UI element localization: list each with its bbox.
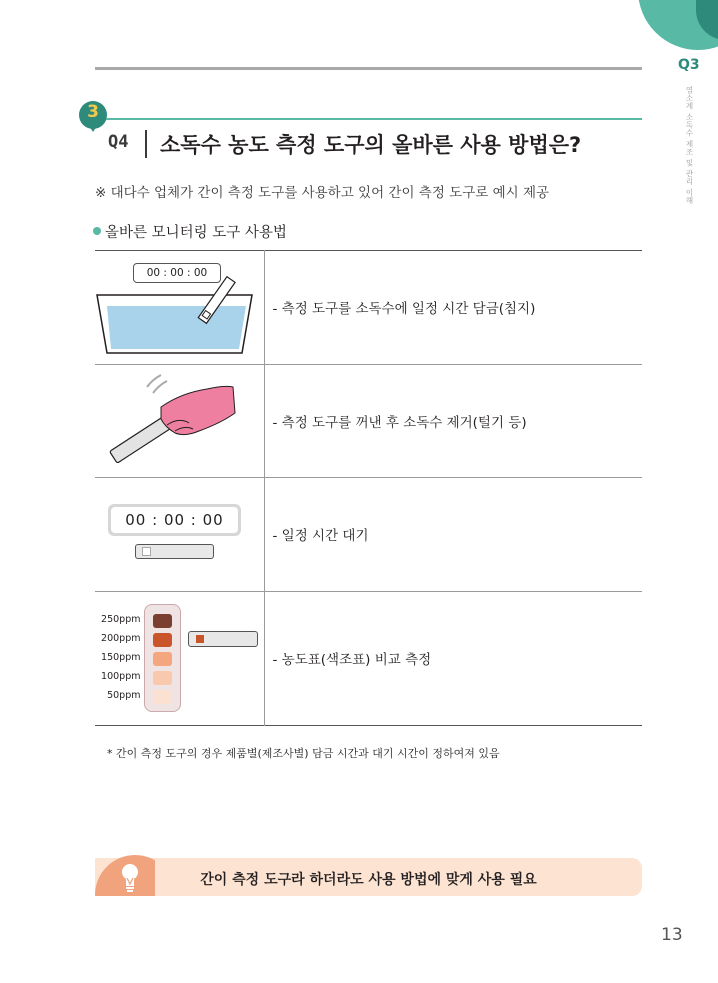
ppm-label: 100ppm	[101, 670, 141, 682]
chapter-label: Q3	[678, 57, 700, 73]
hand-shaking-strip-icon	[95, 365, 264, 478]
swatch-150ppm	[153, 652, 172, 666]
footnote: * 간이 측정 도구의 경우 제품별(제조사별) 담금 시간과 대기 시간이 정하여져 있음	[107, 747, 500, 760]
ppm-label: 250ppm	[101, 613, 141, 625]
swatch-100ppm	[153, 671, 172, 685]
timer-display: 00 : 00 : 00	[111, 507, 238, 533]
color-chart	[144, 604, 181, 712]
test-strip	[135, 544, 214, 559]
step-2-illustration	[95, 364, 264, 478]
note-text: ※ 대다수 업체가 간이 측정 도구를 사용하고 있어 간이 측정 도구로 예시 제공	[95, 185, 550, 201]
question-tag: Q4	[108, 132, 129, 152]
step-row	[95, 478, 642, 592]
step-4-illustration	[95, 591, 264, 725]
question-number-badge	[79, 101, 107, 135]
timer-panel	[108, 504, 241, 536]
title-separator	[145, 130, 147, 158]
step-row	[95, 251, 642, 365]
steps-table	[95, 250, 642, 726]
question-number: 3	[87, 102, 99, 122]
test-strip	[188, 631, 258, 647]
step-row	[95, 591, 642, 725]
swatch-250ppm	[153, 614, 172, 628]
step-1-text: - 측정 도구를 소독수에 일정 시간 담금(침지)	[264, 251, 642, 365]
step-1-illustration	[95, 251, 264, 365]
title-divider	[106, 118, 642, 120]
swatch-50ppm	[153, 690, 172, 704]
page-number: 13	[661, 925, 683, 945]
ppm-label: 200ppm	[101, 632, 141, 644]
page-title: 소독수 농도 측정 도구의 올바른 사용 방법은?	[160, 133, 582, 157]
step-2-text: - 측정 도구를 꺼낸 후 소독수 제거(털기 등)	[264, 364, 642, 478]
ppm-label: 150ppm	[101, 651, 141, 663]
top-divider	[95, 67, 642, 70]
swatch-200ppm	[153, 633, 172, 647]
dipping-container-icon	[95, 251, 264, 364]
step-3-illustration	[95, 478, 264, 592]
test-strip-pad	[196, 635, 204, 643]
step-4-text: - 농도표(색조표) 비교 측정	[272, 652, 432, 668]
tip-text: 간이 측정 도구라 하더라도 사용 방법에 맞게 사용 필요	[200, 872, 537, 888]
test-strip-pad	[142, 547, 151, 556]
side-chapter-title: 염소계 소독수 제조 및 관리 이해	[685, 86, 694, 205]
section-heading-text: 올바른 모니터링 도구 사용법	[105, 225, 287, 241]
section-heading	[93, 221, 287, 242]
step-row	[95, 364, 642, 478]
bullet-dot-icon	[93, 227, 101, 235]
ppm-label: 50ppm	[107, 689, 141, 701]
timer-display: 00 : 00 : 00	[133, 263, 221, 283]
corner-decoration	[656, 0, 718, 62]
step-3-text: - 일정 시간 대기	[264, 478, 642, 592]
